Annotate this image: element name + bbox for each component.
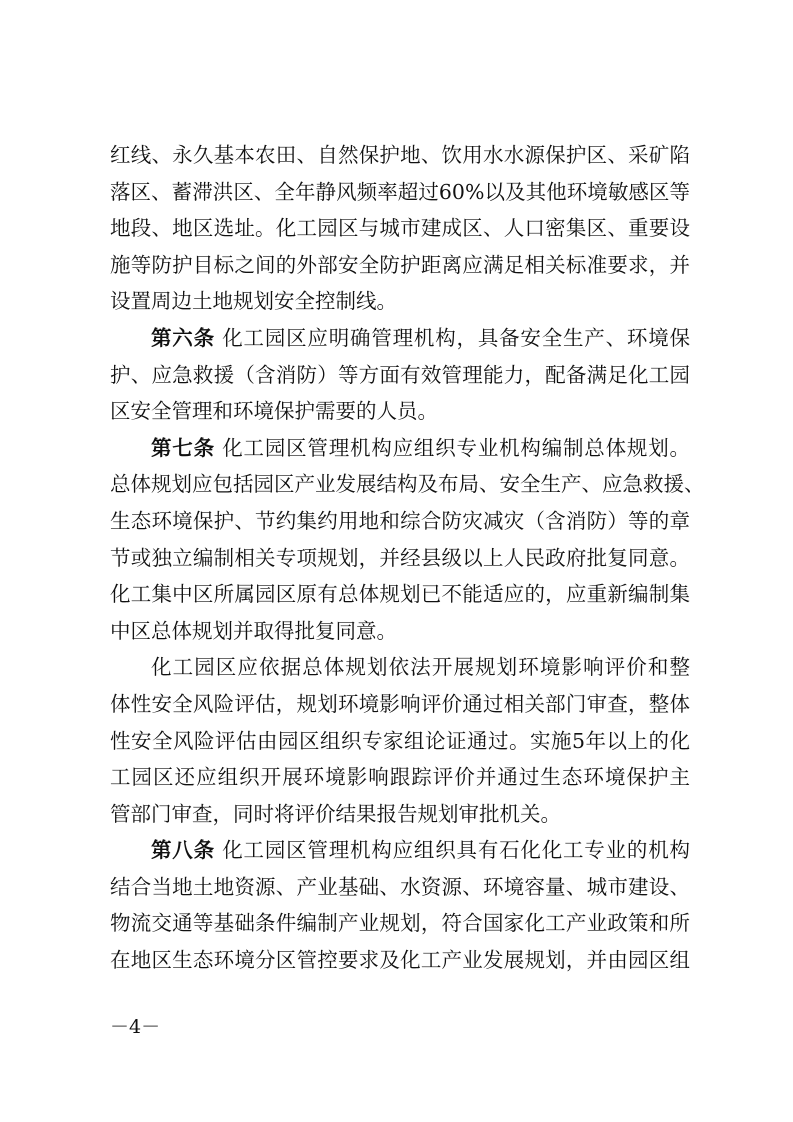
text-line: 生态环境保护、节约集约用地和综合防灾减灾（含消防）等的章 (110, 508, 690, 533)
text-line (110, 832, 690, 869)
paragraph-article-8 (110, 832, 690, 978)
text-line: 体性安全风险评估，规划环境影响评价通过相关部门审查，整体 (110, 691, 690, 716)
text-line: 在地区生态环境分区管控要求及化工产业发展规划，并由园区组 (110, 948, 690, 973)
article-body (110, 137, 705, 979)
paragraph-site-selection (110, 137, 690, 320)
text-line (110, 320, 690, 357)
article-text: 化工园区管理机构应组织专业机构编制总体规划。 (222, 435, 691, 460)
paragraph-assessment (110, 649, 690, 832)
text-line: 红线、永久基本农田、自然保护地、饮用水水源保护区、采矿陷 (110, 143, 690, 167)
article-heading: 第八条 (151, 838, 215, 863)
text-line: 落区、蓄滞洪区、全年静风频率超过60%以及其他环境敏感区等 (110, 179, 690, 204)
text-line: 总体规划应包括园区产业发展结构及布局、安全生产、应急救援、 (110, 472, 705, 497)
text-line: 性安全风险评估由园区组织专家组论证通过。实施5年以上的化 (110, 728, 690, 753)
text-line: 化工园区应依据总体规划依法开展规划环境影响评价和整 (151, 655, 690, 680)
text-line: 设置周边土地规划安全控制线。 (110, 289, 397, 314)
article-text: 化工园区应明确管理机构，具备安全生产、环境保 (222, 325, 691, 350)
text-line: 管部门审查，同时将评价结果报告规划审批机关。 (110, 801, 561, 826)
text-line: 护、应急救援（含消防）等方面有效管理能力，配备满足化工园 (110, 362, 690, 387)
text-line: 施等防护目标之间的外部安全防护距离应满足相关标准要求，并 (110, 252, 690, 277)
text-line: 化工集中区所属园区原有总体规划已不能适应的，应重新编制集 (110, 582, 690, 607)
paragraph-article-6 (110, 320, 690, 430)
paragraph-article-7 (110, 430, 705, 650)
article-heading: 第七条 (151, 435, 215, 460)
article-heading: 第六条 (151, 325, 215, 350)
page-number: －4－ (110, 1016, 161, 1038)
article-text: 化工园区管理机构应组织具有石化化工专业的机构 (222, 838, 691, 863)
text-line: 区安全管理和环境保护需要的人员。 (110, 399, 438, 424)
text-line: 物流交通等基础条件编制产业规划，符合国家化工产业政策和所 (110, 911, 690, 936)
text-line (110, 430, 690, 467)
text-line: 中区总体规划并取得批复同意。 (110, 618, 397, 643)
text-line: 结合当地土地资源、产业基础、水资源、环境容量、城市建设、 (110, 874, 690, 899)
text-line: 工园区还应组织开展环境影响跟踪评价并通过生态环境保护主 (110, 765, 690, 790)
text-line: 节或独立编制相关专项规划，并经县级以上人民政府批复同意。 (110, 545, 690, 570)
text-line: 地段、地区选址。化工园区与城市建成区、人口密集区、重要设 (110, 216, 690, 241)
